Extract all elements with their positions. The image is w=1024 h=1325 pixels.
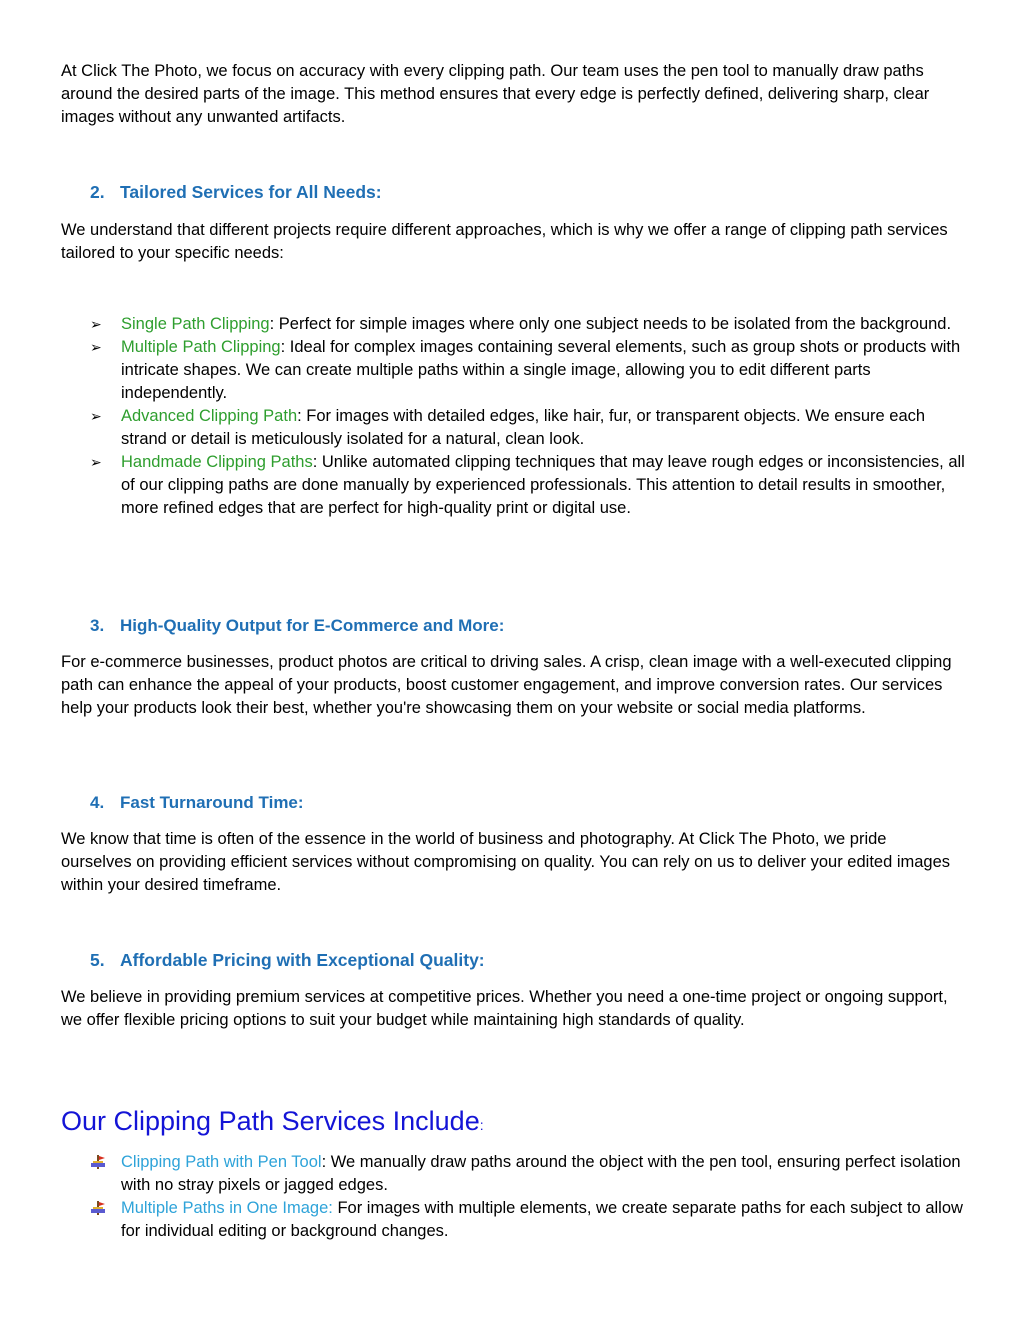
- section-number: 2.: [90, 182, 105, 202]
- services-heading: [61, 1103, 484, 1143]
- list-item-text: : Perfect for simple images where only one subject needs to be isolated from the background.: [269, 315, 952, 333]
- intro-paragraph: At Click The Photo, we focus on accuracy with every clipping path. Our team uses the pen tool to manually draw paths around the desired parts of the image. This method ensures that every edge is perfectly defined, delivering sharp, clear images without any unwanted artifacts.: [61, 62, 930, 126]
- list-item: [90, 1197, 970, 1243]
- section-body-4: We know that time is often of the essence in the world of business and photography. At Click The Photo, we pride ourselves on providing efficient services without compromising on quality. You can rely on us to deliver your edited images within your desired timeframe.: [61, 830, 951, 894]
- arrow-bullet-icon: ➢: [90, 316, 102, 332]
- list-item-term: Multiple Paths in One Image:: [121, 1199, 333, 1217]
- section-number: 4.: [90, 793, 105, 812]
- section-heading-4: [90, 792, 304, 814]
- flag-bullet-icon: [90, 1154, 106, 1170]
- section-body-3: For e-commerce businesses, product photos are critical to driving sales. A crisp, clean image with a well-executed clipping path can enhance the appeal of your products, boost customer engagement, and improve conversion rates. Our services help your products look their best, whether you're showcasing them on your website or social media platforms.: [61, 653, 952, 717]
- list-item-text: : Unlike automated clipping techniques that may leave rough edges or inconsistencies, all of our clipping paths are done manually by experienced professionals. This attention to detail results in smoother, more refined edges that are perfect for high-quality print or digital use.: [121, 453, 965, 517]
- list-item: [90, 451, 970, 520]
- service-type-list: [90, 313, 970, 520]
- section-number: 3.: [90, 616, 105, 635]
- list-item-text: : We manually draw paths around the object with the pen tool, ensuring perfect isolation with no stray pixels or jagged edges.: [121, 1153, 961, 1194]
- list-item: [90, 313, 970, 336]
- list-item-term: Single Path Clipping: [121, 315, 270, 333]
- section-body-2: We understand that different projects require different approaches, which is why we offer a range of clipping path services tailored to your specific needs:: [61, 221, 948, 262]
- arrow-bullet-icon: ➢: [90, 454, 102, 470]
- services-heading-colon: :: [479, 1117, 484, 1133]
- list-item: [90, 336, 970, 405]
- section-title: Fast Turnaround Time:: [120, 793, 304, 812]
- list-item: [90, 1151, 970, 1197]
- flag-bullet-icon: [90, 1200, 106, 1216]
- list-item-term: Multiple Path Clipping: [121, 338, 281, 356]
- list-item-text: : Ideal for complex images containing several elements, such as group shots or products with intricate shapes. We can create multiple paths within a single image, allowing you to edit different parts independently.: [121, 338, 961, 402]
- arrow-bullet-icon: ➢: [90, 339, 102, 355]
- list-item-term: Clipping Path with Pen Tool: [121, 1153, 322, 1171]
- section-title: High-Quality Output for E-Commerce and More:: [120, 616, 505, 635]
- section-heading-2: [90, 181, 382, 203]
- section-title: Affordable Pricing with Exceptional Quality:: [120, 950, 485, 970]
- list-item-text: For images with multiple elements, we create separate paths for each subject to allow for individual editing or background changes.: [121, 1199, 963, 1240]
- list-item-term: Advanced Clipping Path: [121, 407, 298, 425]
- services-heading-text: Our Clipping Path Services Include: [61, 1106, 480, 1136]
- list-item-text: : For images with detailed edges, like hair, fur, or transparent objects. We ensure each strand or detail is meticulously isolated for a natural, clean look.: [121, 407, 926, 448]
- list-item: [90, 405, 970, 451]
- section-heading-5: [90, 949, 485, 971]
- section-heading-3: [90, 615, 504, 637]
- arrow-bullet-icon: ➢: [90, 408, 102, 424]
- section-number: 5.: [90, 950, 105, 970]
- section-title: Tailored Services for All Needs:: [120, 182, 382, 202]
- services-include-list: [90, 1151, 970, 1243]
- section-body-5: We believe in providing premium services at competitive prices. Whether you need a one-time project or ongoing support, we offer flexible pricing options to suit your budget while maintaining high standards of quality.: [61, 988, 948, 1029]
- list-item-term: Handmade Clipping Paths: [121, 453, 313, 471]
